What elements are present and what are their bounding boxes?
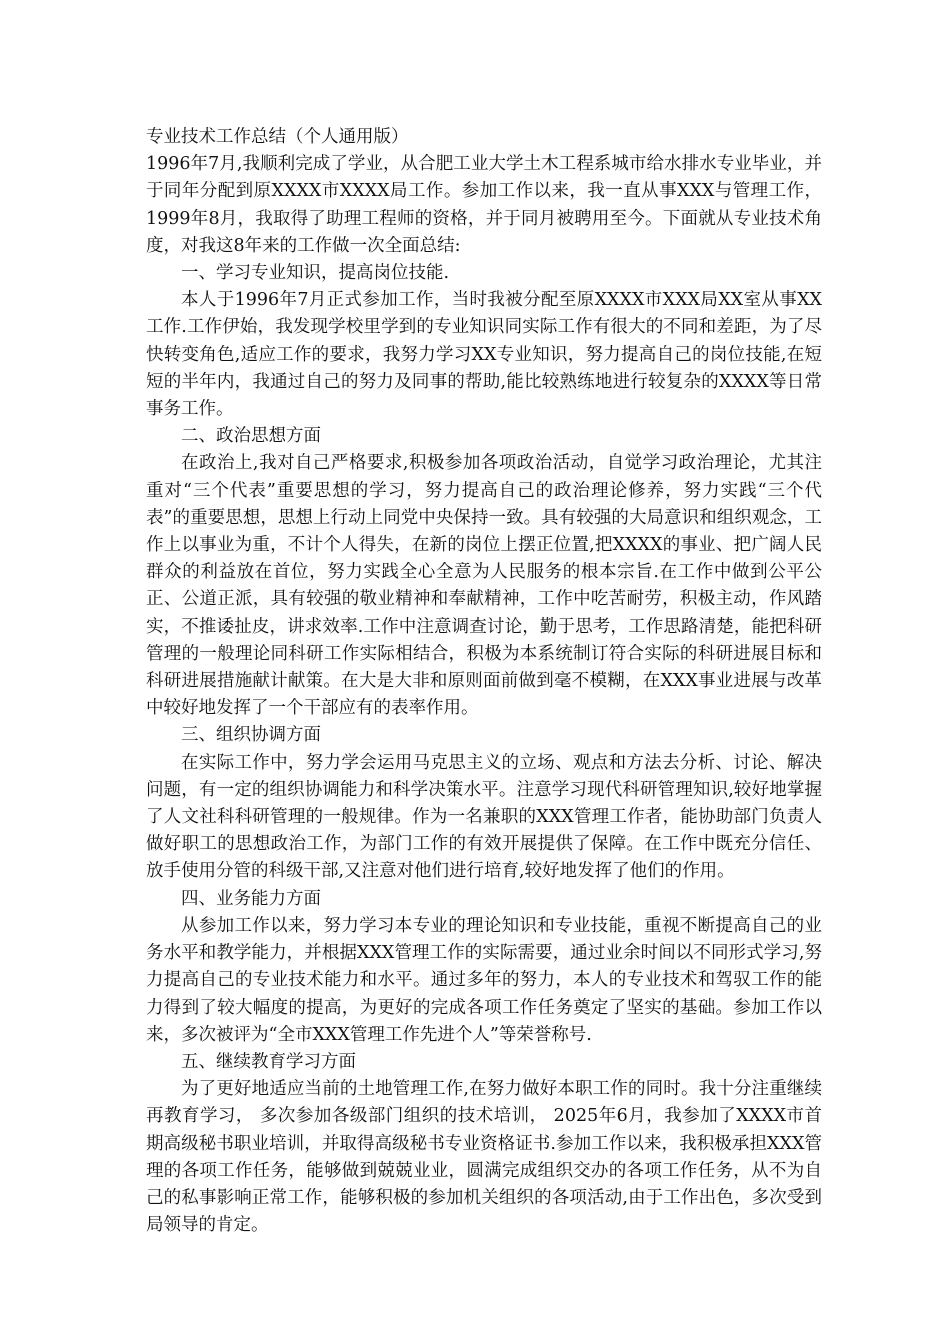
intro-paragraph: 1996年7月,我顺利完成了学业，从合肥工业大学土木工程系城市给水排水专业毕业，并于同年分配到原XXXX市XXXX局工作。参加工作以来，我一直从事XXX与管理工作，1999年8月，我取得了助理工程师的资格，并于同月被聘用至今。下面就从专业技术角度，对我这8年来的工作做一次全面总结: [146, 154, 822, 256]
section-heading-1: 一、学习专业知识，提高岗位技能. [181, 263, 450, 284]
section-body-3: 在实际工作中，努力学会运用马克思主义的立场、观点和方法去分析、讨论、解决问题，有一定的组织协调能力和科学决策水平。注意学习现代科研管理知识,较好地掌握了人文社科科研管理的一般规律。作为一名兼职的XXX管理工作者，能协助部门负责人做好职工的思想政治工作，为部门工作的有效开展提供了保障。在工作中既充分信任、放手使用分管的科级干部,又注意对他们进行培育,较好地发挥了他们的作用。 [146, 752, 822, 882]
section-heading-5: 五、继续教育学习方面 [181, 1051, 356, 1072]
section-body-4: 从参加工作以来，努力学习本专业的理论知识和专业技能，重视不断提高自己的业务水平和教学能力，并根据XXX管理工作的实际需要，通过业余时间以不同形式学习,努力提高自己的专业技术能力和水平。通过多年的努力，本人的专业技术和驾驭工作的能力得到了较大幅度的提高，为更好的完成各项工作任务奠定了坚实的基础。参加工作以来，多次被评为“全市XXX管理工作先进个人”等荣誉称号. [146, 915, 822, 1045]
section-heading-3: 三、组织协调方面 [181, 725, 321, 746]
section-body-1: 本人于1996年7月正式参加工作，当时我被分配至原XXXX市XXX局XX室从事XX工作.工作伊始，我发现学校里学到的专业知识同实际工作有很大的不同和差距，为了尽快转变角色,适应工作的要求，我努力学习XX专业知识，努力提高自己的岗位技能,在短短的半年内，我通过自己的努力及同事的帮助,能比较熟练地进行较复杂的XXXX等日常事务工作。 [146, 290, 822, 420]
section-heading-2: 二、政治思想方面 [181, 426, 321, 447]
section-body-2: 在政治上,我对自己严格要求,积极参加各项政治活动，自觉学习政治理论，尤其注重对“三个代表”重要思想的学习，努力提高自己的政治理论修养，努力实践“三个代表”的重要思想，思想上行动上同党中央保持一致。具有较强的大局意识和组织观念，工作上以事业为重，不计个人得失，在新的岗位上摆正位置,把XXXX的事业、把广阔人民群众的利益放在首位，努力实践全心全意为人民服务的根本宗旨.在工作中做到公平公正、公道正派，具有较强的敬业精神和奉献精神，工作中吃苦耐劳，积极主动，作风踏实，不推诿扯皮，讲求效率.工作中注意调查讨论，勤于思考，工作思路清楚，能把科研管理的一般理论同科研工作实际相结合，积极为本系统制订符合实际的科研进展目标和科研进展措施献计献策。在大是大非和原则面前做到毫不模糊，在XXX事业进展与改革中较好地发挥了一个干部应有的表率作用。 [146, 453, 822, 719]
document-title: 专业技术工作总结（个人通用版） [146, 127, 409, 147]
section-body-5: 为了更好地适应当前的土地管理工作,在努力做好本职工作的同时。我十分注重继续再教育学习， 多次参加各级部门组织的技术培训， 2025年6月，我参加了XXXX市首期高级秘书职业培训，并取得高级秘书专业资格证书.参加工作以来，我积极承担XXX管理的各项工作任务，能够做到兢兢业业，圆满完成组织交办的各项工作任务，从不为自己的私事影响正常工作，能够积极的参加机关组织的各项活动,由于工作出色，多次受到局领导的肯定。 [146, 1079, 822, 1236]
document-page [146, 124, 822, 1239]
section-heading-4: 四、业务能力方面 [181, 888, 321, 909]
